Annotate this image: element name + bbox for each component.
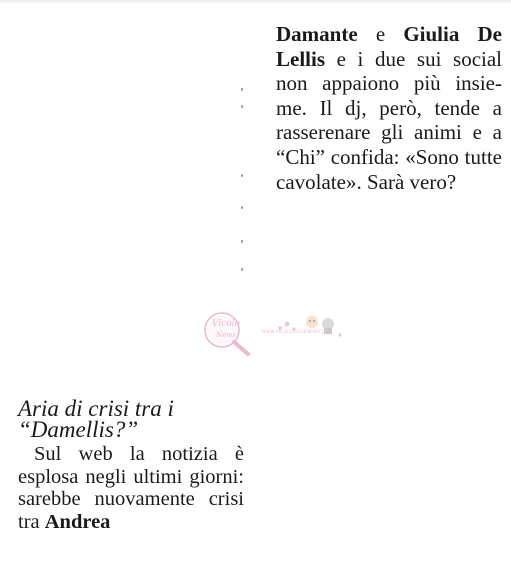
side-story-body bbox=[18, 443, 244, 533]
conjunction: e bbox=[375, 22, 386, 46]
gutter-rule-dot bbox=[241, 174, 243, 177]
gutter-rule-dot bbox=[241, 240, 243, 243]
watermark-site-url: WWW.VICOLODELLENEWS.COM bbox=[262, 329, 332, 334]
gutter-rule-dot bbox=[241, 105, 243, 108]
continuation-paragraph bbox=[276, 22, 502, 194]
gutter-rule-dot bbox=[241, 206, 243, 209]
svg-text:News: News bbox=[216, 331, 236, 339]
gutter-rule-dot bbox=[241, 268, 243, 271]
continuation-text: e i due sui social non appaiono più insie-me. Il dj, però, tende a rasserenare gli animi e a “Chi” confida: «Sono tutte cavolate». Sarà vero? bbox=[276, 46, 503, 194]
person-name-damante: Damante bbox=[276, 22, 358, 46]
side-story-headline bbox=[18, 398, 244, 440]
body-text: Sul web la notizia è esplosa negli ultimi giorni: sarebbe nuovamente crisi tra bbox=[18, 443, 244, 533]
article-continuation bbox=[276, 22, 502, 194]
headline-line: Aria di crisi tra i bbox=[18, 396, 174, 421]
headline-line: “Damellis?” bbox=[18, 417, 139, 442]
page-top-edge bbox=[0, 0, 511, 4]
gutter-rule-dot bbox=[241, 88, 243, 91]
svg-text:Vicolo: Vicolo bbox=[212, 319, 240, 329]
side-story bbox=[18, 398, 244, 533]
person-name-andrea: Andrea bbox=[44, 510, 111, 533]
watermark-logo bbox=[200, 304, 350, 360]
person-name-giulia: Giulia De Lellis bbox=[276, 22, 502, 71]
